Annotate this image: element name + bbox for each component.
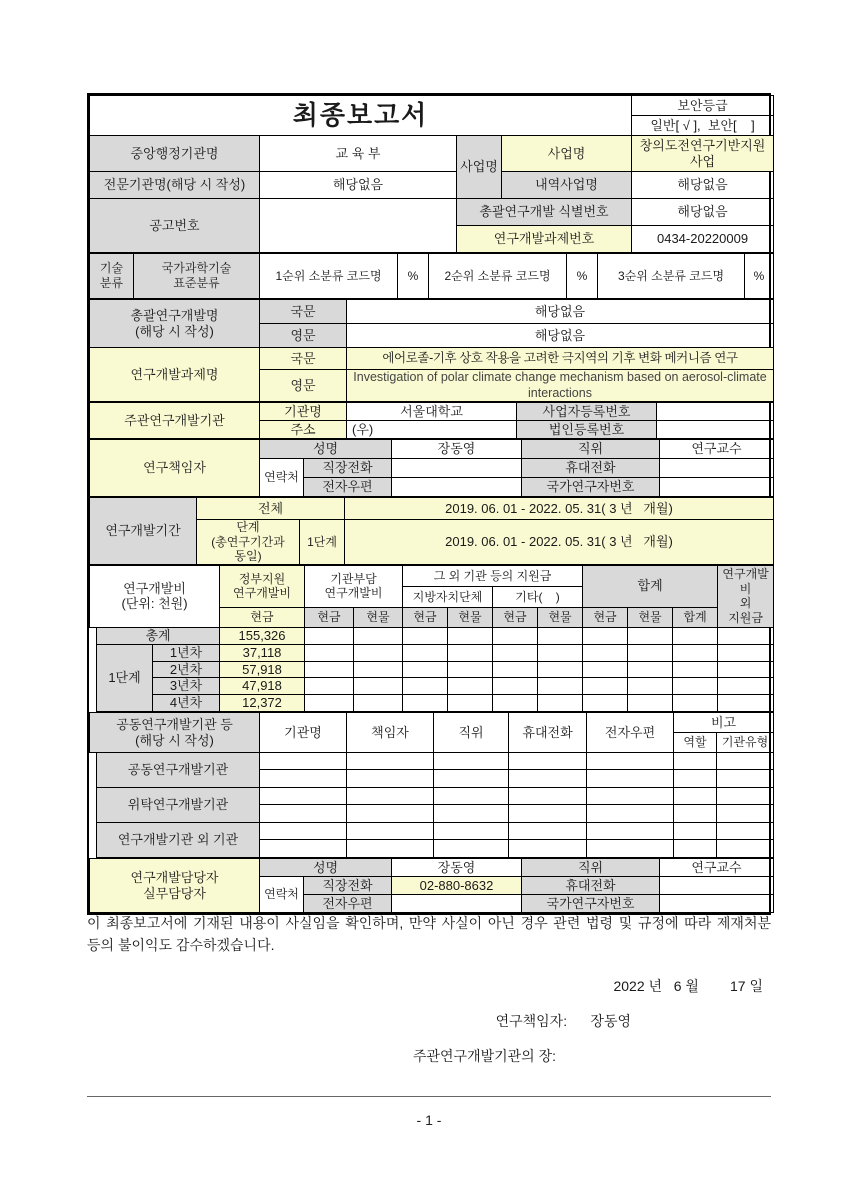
budget-local-inkind-header: 현물: [448, 607, 493, 627]
org-head-signature-line: 주관연구개발기관의 장:: [412, 1048, 556, 1064]
empty-cell: [538, 627, 583, 644]
rank1-percent-label: %: [398, 254, 429, 299]
overall-rd-name-label: [90, 300, 260, 348]
central-agency-value: 교 육 부: [260, 136, 457, 172]
partner-email-col-header: 전자우편: [587, 713, 674, 753]
notice-no-label: 공고번호: [90, 199, 260, 253]
budget-year3-label: 3년차: [153, 678, 220, 695]
overall-rd-name-line1: 총괄연구개발명: [130, 307, 219, 323]
empty-cell: [583, 627, 628, 644]
staff-label: [90, 859, 260, 913]
period-stage-line1: 단계: [236, 520, 260, 534]
central-agency-label: 중앙행정기관명: [90, 136, 260, 172]
budget-etc-cash-header: 현금: [493, 607, 538, 627]
declaration-text: 이 최종보고서에 기재된 내용이 사실임을 확인하며, 만약 사실이 아닌 경우 관련 법령 및 규정에 따라 제재처분 등의 불이익도 감수하겠습니다.: [87, 915, 771, 953]
empty-cell: [354, 661, 403, 678]
empty-cell: [717, 788, 774, 805]
pi-name-value: 장동영: [392, 440, 522, 459]
overall-eng-value: 해당없음: [347, 324, 774, 348]
partner-label-line1: 공동연구개발기관 등: [116, 716, 233, 732]
empty-cell: [509, 823, 587, 840]
partner-org-col-header: 기관명: [260, 713, 347, 753]
empty-cell: [448, 695, 493, 712]
staff-name-value: 장동영: [392, 859, 522, 877]
empty-cell: [718, 695, 774, 712]
empty-cell: [347, 823, 434, 840]
staff-researcher-no-label: 국가연구자번호: [522, 895, 660, 913]
empty-cell: [493, 661, 538, 678]
empty-cell: [448, 644, 493, 661]
budget-year1-gov-cash: 37,118: [220, 644, 305, 661]
empty-cell: [509, 805, 587, 823]
empty-cell: [674, 753, 717, 770]
project-names-section: [89, 299, 774, 402]
report-title: 최종보고서: [90, 96, 632, 136]
budget-year4-label: 4년차: [153, 695, 220, 712]
overall-kor-label: 국문: [260, 300, 347, 324]
empty-cell: [673, 695, 718, 712]
staff-label-line1: 연구개발담당자: [130, 869, 219, 885]
empty-cell: [260, 823, 347, 840]
project-no-value: 0434-20220009: [632, 226, 774, 253]
empty-cell: [260, 840, 347, 858]
empty-cell: [717, 823, 774, 840]
lead-org-section: [89, 402, 774, 439]
budget-local-cash-header: 현금: [403, 607, 448, 627]
empty-cell: [434, 840, 509, 858]
empty-cell: [260, 788, 347, 805]
budget-org-inkind-header: 현물: [354, 607, 403, 627]
pi-name-label: 성명: [260, 440, 392, 459]
budget-stage1-label: 1단계: [97, 644, 153, 711]
staff-position-value: 연구교수: [660, 859, 774, 877]
empty-cell: [434, 805, 509, 823]
empty-cell: [347, 805, 434, 823]
budget-sum-inkind-header: 현물: [628, 607, 673, 627]
staff-work-phone-label: 직장전화: [304, 877, 392, 895]
budget-gov-line1: 정부지원: [238, 571, 286, 586]
empty-cell: [673, 644, 718, 661]
overall-kor-value: 해당없음: [347, 300, 774, 324]
program-group-label: 사업명: [457, 136, 502, 199]
budget-indent-spacer: [90, 627, 97, 711]
empty-cell: [403, 627, 448, 644]
partner-note-col-header: 비고: [674, 713, 774, 733]
empty-cell: [718, 678, 774, 695]
empty-cell: [587, 788, 674, 805]
pi-label: 연구책임자: [90, 440, 260, 497]
staff-mobile-value: [660, 877, 774, 895]
empty-cell: [628, 627, 673, 644]
empty-cell: [673, 661, 718, 678]
pi-contact-label: 연락처: [260, 459, 304, 497]
period-stage-label: [197, 520, 300, 565]
empty-cell: [538, 661, 583, 678]
empty-cell: [305, 695, 354, 712]
budget-label: [90, 565, 220, 627]
empty-cell: [448, 678, 493, 695]
partner-label-line2: (해당 시 작성): [135, 732, 214, 748]
empty-cell: [674, 788, 717, 805]
std-class-label: [134, 254, 260, 299]
staff-name-label: 성명: [260, 859, 392, 877]
empty-cell: [448, 661, 493, 678]
project-eng-label: 영문: [260, 370, 347, 402]
period-section: [89, 497, 774, 565]
report-form-table: [87, 93, 771, 915]
empty-cell: [583, 678, 628, 695]
empty-cell: [347, 788, 434, 805]
empty-cell: [587, 805, 674, 823]
overall-id-label: 총괄연구개발 식별번호: [457, 199, 632, 226]
page-number: - 1 -: [416, 1112, 442, 1128]
empty-cell: [583, 644, 628, 661]
empty-cell: [434, 823, 509, 840]
empty-cell: [354, 644, 403, 661]
period-stage-line2: (총연구기간과: [211, 534, 285, 549]
staff-position-label: 직위: [522, 859, 660, 877]
empty-cell: [354, 678, 403, 695]
budget-local-header: 지방자치단체: [403, 586, 493, 607]
budget-year2-label: 2년차: [153, 661, 220, 678]
empty-cell: [305, 644, 354, 661]
rank2-code-label: 2순위 소분류 코드명: [429, 254, 567, 299]
budget-gov-cash-header: 현금: [220, 607, 305, 627]
empty-cell: [587, 770, 674, 788]
empty-cell: [717, 840, 774, 858]
empty-cell: [583, 661, 628, 678]
period-stage1-label: 1단계: [300, 520, 345, 565]
budget-year3-gov-cash: 47,918: [220, 678, 305, 695]
lead-org-label: 주관연구개발기관: [90, 403, 260, 439]
pi-position-label: 직위: [522, 440, 660, 459]
specialized-agency-label: 전문기관명(해당 시 작성): [90, 172, 260, 199]
empty-cell: [509, 753, 587, 770]
empty-cell: [674, 840, 717, 858]
budget-org-header: [305, 565, 403, 607]
budget-org-line2: 연구개발비: [324, 586, 383, 601]
empty-cell: [717, 753, 774, 770]
budget-section: [89, 565, 774, 712]
budget-sum-header: 합계: [583, 565, 718, 607]
empty-cell: [434, 770, 509, 788]
partner-section-label: [90, 713, 260, 753]
empty-cell: [509, 770, 587, 788]
staff-contact-label: 연락처: [260, 877, 304, 913]
budget-gov-line2: 연구개발비: [233, 586, 291, 601]
biz-no-label: 사업자등록번호: [517, 403, 657, 421]
empty-cell: [403, 695, 448, 712]
security-grade-checkboxes: 일반[ √ ], 보안[ ]: [632, 116, 774, 136]
empty-cell: [538, 678, 583, 695]
empty-cell: [347, 840, 434, 858]
pi-researcher-no-label: 국가연구자번호: [522, 478, 660, 497]
tech-classification-section: [89, 253, 774, 299]
budget-outside-header: [718, 565, 774, 627]
empty-cell: [628, 644, 673, 661]
empty-cell: [538, 644, 583, 661]
rank1-code-label: 1순위 소분류 코드명: [260, 254, 398, 299]
org-name-label: 기관명: [260, 403, 347, 421]
staff-section: [89, 858, 774, 913]
pi-mobile-value: [660, 459, 774, 478]
rank3-code-label: 3순위 소분류 코드명: [598, 254, 745, 299]
budget-outside-line3: 지원금: [728, 611, 763, 625]
empty-cell: [347, 770, 434, 788]
empty-cell: [509, 788, 587, 805]
tech-class-line1: 기술: [99, 261, 124, 276]
budget-etc-header: 기타( ): [493, 586, 583, 607]
consigned-org-row-label: 위탁연구개발기관: [97, 788, 260, 823]
empty-cell: [260, 753, 347, 770]
budget-year2-gov-cash: 57,918: [220, 661, 305, 678]
budget-total-row-label: 총계: [97, 627, 220, 644]
empty-cell: [305, 627, 354, 644]
period-total-label: 전체: [197, 498, 345, 520]
empty-cell: [674, 805, 717, 823]
budget-etc-inkind-header: 현물: [538, 607, 583, 627]
empty-cell: [718, 627, 774, 644]
project-eng-value: Investigation of polar climate change mechanism based on aerosol-climate interactions: [347, 370, 774, 402]
staff-label-line2: 실무담당자: [143, 885, 206, 901]
tech-class-line2: 분류: [99, 276, 124, 290]
empty-cell: [717, 805, 774, 823]
empty-cell: [403, 644, 448, 661]
overall-id-value: 해당없음: [632, 199, 774, 226]
empty-cell: [493, 678, 538, 695]
empty-cell: [305, 678, 354, 695]
budget-org-line1: 기관부담: [330, 571, 377, 586]
overall-rd-name-line2: (해당 시 작성): [135, 323, 214, 339]
empty-cell: [587, 753, 674, 770]
org-name-value: 서울대학교: [347, 403, 517, 421]
empty-cell: [538, 695, 583, 712]
corp-no-value: [657, 421, 774, 439]
program-name-value: 창의도전연구기반지원사업: [632, 136, 774, 172]
empty-cell: [434, 753, 509, 770]
sub-program-label: 내역사업명: [502, 172, 632, 199]
empty-cell: [493, 695, 538, 712]
empty-cell: [354, 695, 403, 712]
pi-position-value: 연구교수: [660, 440, 774, 459]
empty-cell: [448, 627, 493, 644]
pi-mobile-label: 휴대전화: [522, 459, 660, 478]
partner-role-col-header: 역할: [674, 733, 717, 753]
overall-eng-label: 영문: [260, 324, 347, 348]
empty-cell: [493, 627, 538, 644]
budget-outside-line2: 외: [739, 596, 752, 611]
report-date: 2022 년 6 월 17 일: [613, 978, 763, 994]
pi-email-value: [392, 478, 522, 497]
empty-cell: [587, 840, 674, 858]
budget-label-line2: (단위: 천원): [121, 596, 188, 612]
empty-cell: [628, 695, 673, 712]
tech-class-label: [90, 254, 134, 299]
pi-work-phone-label: 직장전화: [304, 459, 392, 478]
period-label: 연구개발기간: [90, 498, 197, 565]
empty-cell: [717, 770, 774, 788]
joint-org-row-label: 공동연구개발기관: [97, 753, 260, 788]
footer-rule: [87, 1096, 771, 1097]
partner-indent-spacer: [90, 753, 97, 858]
period-stage-line3: 동일): [234, 549, 262, 564]
budget-gov-header: [220, 565, 305, 607]
security-grade-label: 보안등급: [632, 96, 774, 116]
empty-cell: [628, 661, 673, 678]
pi-section: [89, 439, 774, 497]
empty-cell: [403, 661, 448, 678]
empty-cell: [434, 788, 509, 805]
pi-signature-line: 연구책임자: 장동영: [495, 1013, 631, 1029]
notice-no-value: [260, 199, 457, 253]
specialized-agency-value: 해당없음: [260, 172, 457, 199]
empty-cell: [628, 678, 673, 695]
partner-position-col-header: 직위: [434, 713, 509, 753]
pi-email-label: 전자우편: [304, 478, 392, 497]
empty-cell: [347, 753, 434, 770]
program-name-label: 사업명: [502, 136, 632, 172]
staff-work-phone-value: 02-880-8632: [392, 877, 522, 895]
empty-cell: [493, 644, 538, 661]
pi-work-phone-value: [392, 459, 522, 478]
rank2-percent-label: %: [567, 254, 598, 299]
partner-head-col-header: 책임자: [347, 713, 434, 753]
std-class-line1: 국가과학기술: [161, 261, 232, 276]
empty-cell: [718, 661, 774, 678]
budget-year1-label: 1년차: [153, 644, 220, 661]
biz-no-value: [657, 403, 774, 421]
project-kor-label: 국문: [260, 348, 347, 370]
empty-cell: [260, 770, 347, 788]
sub-program-value: 해당없음: [632, 172, 774, 199]
empty-cell: [673, 678, 718, 695]
partner-orgs-section: [89, 712, 774, 858]
std-class-line2: 표준분류: [173, 276, 220, 290]
project-no-label: 연구개발과제번호: [457, 226, 632, 253]
project-name-label: 연구개발과제명: [90, 348, 260, 402]
address-label: 주소: [260, 421, 347, 439]
header-section: [89, 95, 774, 253]
staff-mobile-label: 휴대전화: [522, 877, 660, 895]
non-rd-org-row-label: 연구개발기관 외 기관: [97, 823, 260, 858]
rank3-percent-label: %: [745, 254, 774, 299]
empty-cell: [674, 823, 717, 840]
empty-cell: [587, 823, 674, 840]
budget-total-gov-cash: 155,326: [220, 627, 305, 644]
partner-mobile-col-header: 휴대전화: [509, 713, 587, 753]
pi-researcher-no-value: [660, 478, 774, 497]
empty-cell: [403, 678, 448, 695]
empty-cell: [260, 805, 347, 823]
empty-cell: [354, 627, 403, 644]
empty-cell: [305, 661, 354, 678]
period-total-value: 2019. 06. 01 - 2022. 05. 31( 3 년 개월): [345, 498, 774, 520]
staff-email-label: 전자우편: [304, 895, 392, 913]
budget-org-cash-header: 현금: [305, 607, 354, 627]
empty-cell: [718, 644, 774, 661]
partner-orgtype-col-header: 기관유형: [717, 733, 774, 753]
budget-other-header: 그 외 기관 등의 지원금: [403, 565, 583, 586]
budget-year4-gov-cash: 12,372: [220, 695, 305, 712]
staff-email-value: [392, 895, 522, 913]
empty-cell: [673, 627, 718, 644]
budget-sum-cash-header: 현금: [583, 607, 628, 627]
corp-no-label: 법인등록번호: [517, 421, 657, 439]
budget-sum-total-header: 합계: [673, 607, 718, 627]
address-value: (우): [347, 421, 517, 439]
budget-outside-line1: 연구개발비: [722, 567, 769, 596]
empty-cell: [674, 770, 717, 788]
empty-cell: [583, 695, 628, 712]
empty-cell: [509, 840, 587, 858]
staff-researcher-no-value: [660, 895, 774, 913]
period-stage1-value: 2019. 06. 01 - 2022. 05. 31( 3 년 개월): [345, 520, 774, 565]
budget-label-line1: 연구개발비: [123, 580, 186, 596]
project-kor-value: 에어로졸-기후 상호 작용을 고려한 극지역의 기후 변화 메커니즘 연구: [347, 348, 774, 370]
